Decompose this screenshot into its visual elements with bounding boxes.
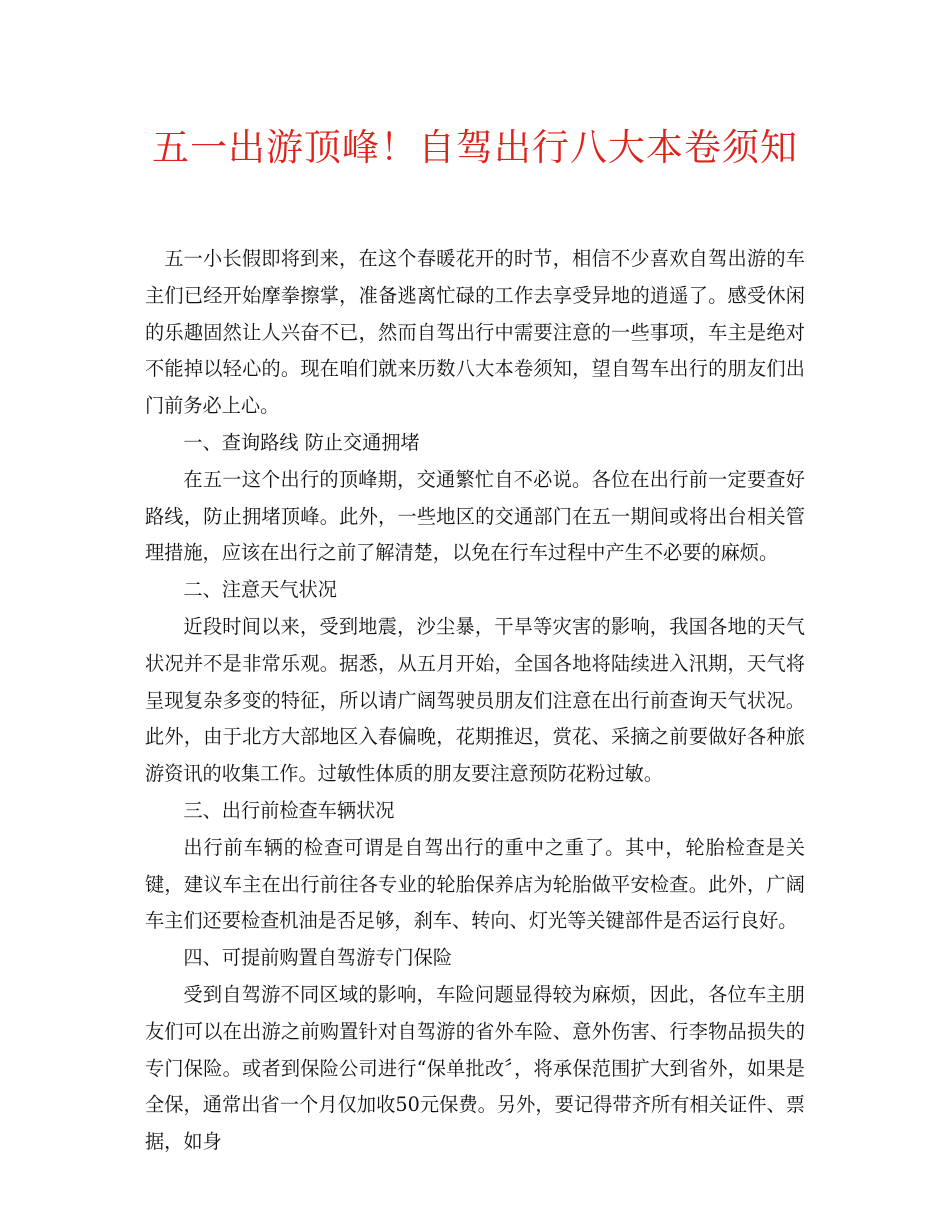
document-body — [145, 241, 805, 1161]
section-heading-insurance: 四、可提前购置自驾游专门保险 — [183, 946, 453, 970]
section-text-weather: 近段时间以来，受到地震，沙尘暴，干旱等灾害的影响，我国各地的天气状况并不是非常乐观。据悉，从五月开始，全国各地将陆续进入汛期，天气将呈现复杂多变的特征，所以请广阔驾驶员朋友们注意在出行前查询天气状况。此外，由于北方大部地区入春偏晚，花期推迟，赏花、采摘之前要做好各种旅游资讯的收集工作。过敏性体质的朋友要注意预防花粉过敏。 — [145, 614, 805, 786]
section-heading-vehicle: 三、出行前检查车辆状况 — [183, 798, 395, 822]
section-text-vehicle: 出行前车辆的检查可谓是自驾出行的重中之重了。其中，轮胎检查是关键，建议车主在出行前往各专业的轮胎保养店为轮胎做平安检查。此外，广阔车主们还要检查机油是否足够，刹车、转向、灯光等关键部件是否运行良好。 — [145, 835, 805, 933]
intro-paragraph: 五一小长假即将到来，在这个春暖花开的时节，相信不少喜欢自驾出游的车主们已经开始摩拳擦掌，准备逃离忙碌的工作去享受异地的逍遥了。感受休闲的乐趣固然让人兴奋不已，然而自驾出行中需要注意的一些事项，车主是绝对不能掉以轻心的。现在咱们就来历数八大本卷须知，望自驾车出行的朋友们出门前务必上心。 — [145, 247, 805, 418]
section-text-insurance: 受到自驾游不同区域的影响，车险问题显得较为麻烦，因此，各位车主朋友们可以在出游之前购置针对自驾游的省外车险、意外伤害、行李物品损失的专门保险。或者到保险公司进行“保单批改〞，将承保范围扩大到省外，如果是全保，通常出省一个月仅加收50元保费。另外，要记得带齐所有相关证件、票据，如身 — [145, 982, 805, 1154]
section-heading-weather: 二、注意天气状况 — [183, 578, 337, 602]
section-heading-route: 一、查询路线 防止交通拥堵 — [183, 430, 420, 454]
document-title: 五一出游顶峰！自驾出行八大本卷须知 — [152, 126, 798, 169]
section-text-route: 在五一这个出行的顶峰期，交通繁忙自不必说。各位在出行前一定要查好路线，防止拥堵顶峰。此外，一些地区的交通部门在五一期间或将出台相关管理措施，应该在出行之前了解清楚，以免在行车过程中产生不必要的麻烦。 — [145, 467, 805, 565]
